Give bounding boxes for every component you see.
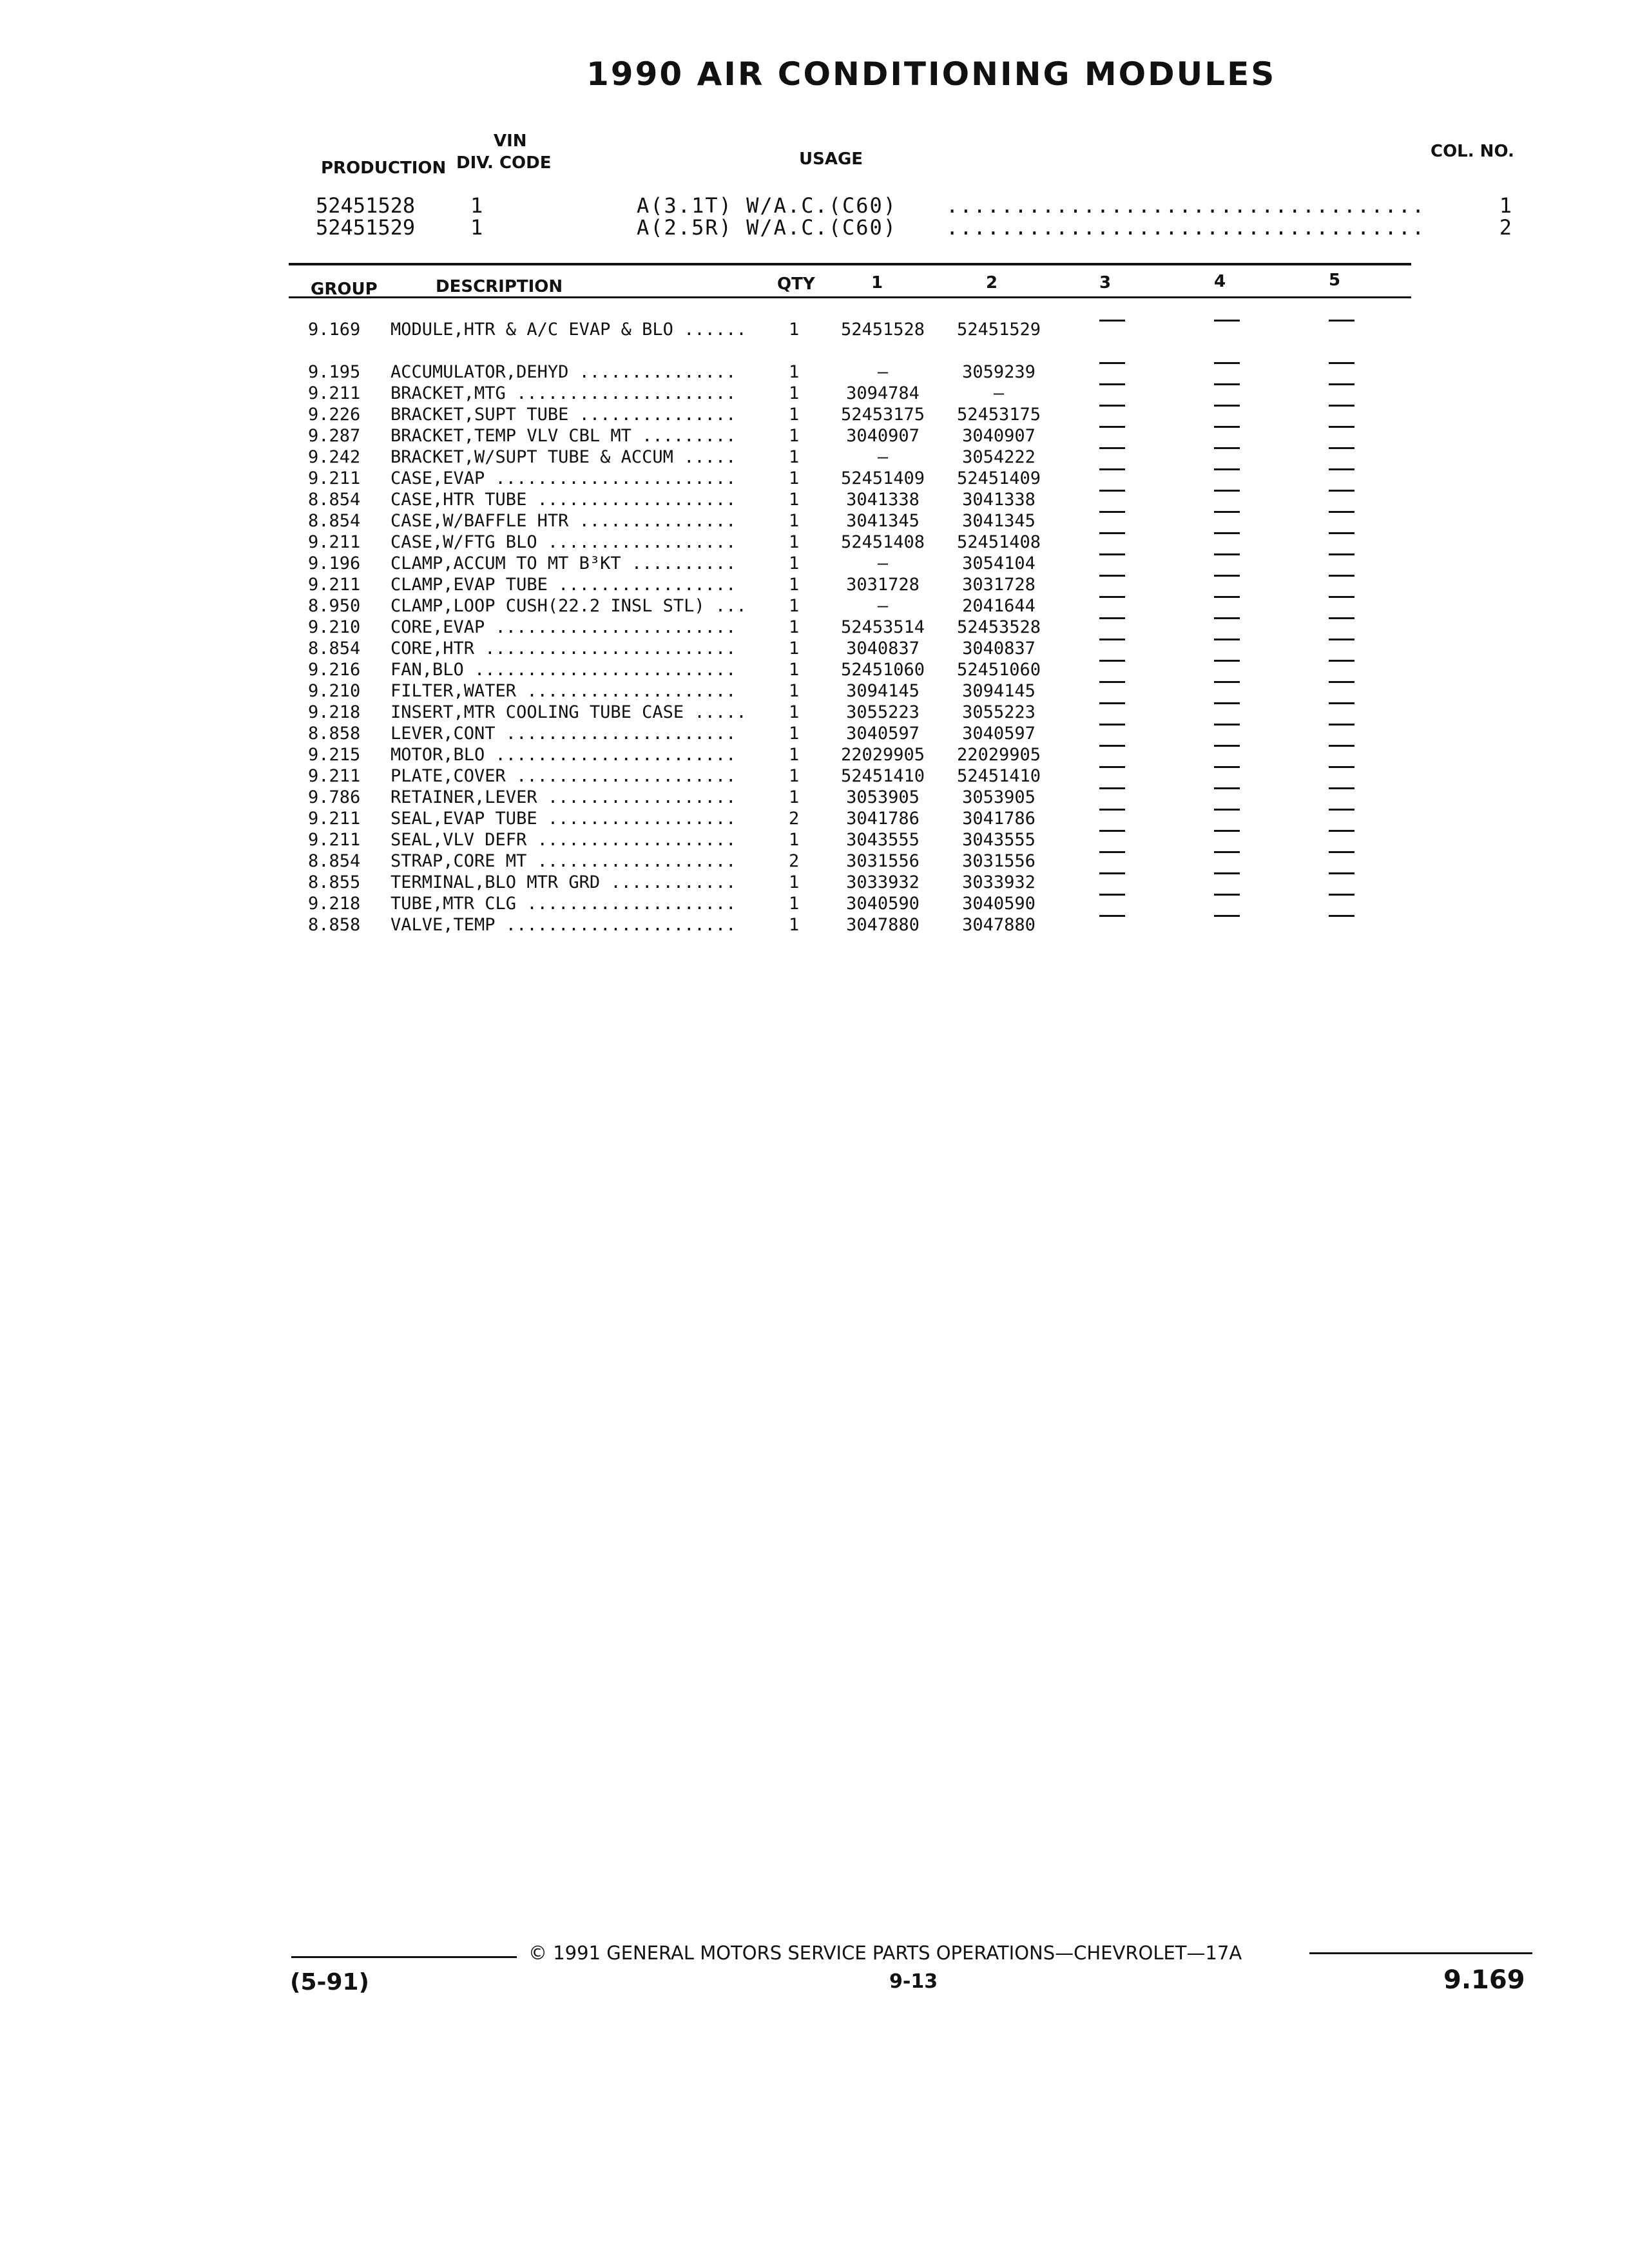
not-applicable-dash-col-4 bbox=[1214, 426, 1240, 428]
group-number: 9.210 bbox=[308, 681, 361, 701]
group-number: 9.287 bbox=[308, 426, 361, 446]
group-number: 9.226 bbox=[308, 405, 361, 425]
part-number-col-1: 3055223 bbox=[846, 702, 920, 722]
not-applicable-dash-col-3 bbox=[1099, 787, 1125, 789]
col-2-header: 2 bbox=[986, 273, 998, 293]
not-applicable-dash-col-5 bbox=[1329, 894, 1354, 896]
part-description: BRACKET,MTG ..................... bbox=[390, 383, 737, 403]
group-number: 9.218 bbox=[308, 702, 361, 722]
not-applicable-dash-col-5 bbox=[1329, 851, 1354, 853]
table-row bbox=[0, 894, 1629, 914]
table-row bbox=[0, 872, 1629, 893]
table-row bbox=[0, 511, 1629, 532]
quantity: 1 bbox=[789, 468, 800, 488]
not-applicable-dash-col-5 bbox=[1329, 724, 1354, 726]
part-number-col-1: 3047880 bbox=[846, 915, 920, 935]
part-number-col-2: 3043555 bbox=[962, 830, 1036, 850]
table-row bbox=[0, 320, 1629, 340]
not-applicable-dash-col-5 bbox=[1329, 617, 1354, 619]
col-number: 2 bbox=[1499, 215, 1512, 240]
footer-copyright: © 1991 GENERAL MOTORS SERVICE PARTS OPERATIONS—CHEVROLET—17A bbox=[528, 1942, 1242, 1964]
quantity: 1 bbox=[789, 766, 800, 786]
group-number: 9.786 bbox=[308, 787, 361, 807]
part-number-col-1: — bbox=[877, 447, 889, 467]
usage-text: A(2.5R) W/A.C.(C60) bbox=[637, 215, 898, 240]
vin-label: VIN bbox=[494, 131, 527, 151]
group-number: 8.854 bbox=[308, 511, 361, 531]
not-applicable-dash-col-5 bbox=[1329, 660, 1354, 662]
not-applicable-dash-col-5 bbox=[1329, 553, 1354, 555]
group-number: 8.854 bbox=[308, 490, 361, 510]
not-applicable-dash-col-4 bbox=[1214, 915, 1240, 917]
table-header-rule bbox=[289, 296, 1411, 298]
not-applicable-dash-col-3 bbox=[1099, 639, 1125, 640]
part-number-col-1: 3041345 bbox=[846, 511, 920, 531]
group-number: 9.215 bbox=[308, 745, 361, 765]
table-row bbox=[0, 405, 1629, 425]
part-description: STRAP,CORE MT ................... bbox=[390, 851, 737, 871]
part-number-col-1: 52451408 bbox=[840, 532, 925, 552]
not-applicable-dash-col-5 bbox=[1329, 426, 1354, 428]
part-number-col-2: 3041786 bbox=[962, 809, 1036, 829]
part-number-col-1: 3040597 bbox=[846, 724, 920, 744]
part-number-col-1: 3094145 bbox=[846, 681, 920, 701]
not-applicable-dash-col-3 bbox=[1099, 809, 1125, 811]
part-number-col-2: 3054104 bbox=[962, 553, 1036, 573]
not-applicable-dash-col-4 bbox=[1214, 511, 1240, 513]
part-description: MOTOR,BLO ....................... bbox=[390, 745, 737, 765]
not-applicable-dash-col-5 bbox=[1329, 787, 1354, 789]
col-no-header: COL. NO. bbox=[1431, 142, 1514, 161]
quantity: 2 bbox=[789, 851, 800, 871]
not-applicable-dash-col-3 bbox=[1099, 660, 1125, 662]
part-description: MODULE,HTR & A/C EVAP & BLO ...... bbox=[390, 320, 747, 340]
leader-dots: ................................... bbox=[946, 215, 1426, 240]
not-applicable-dash-col-4 bbox=[1214, 724, 1240, 726]
not-applicable-dash-col-5 bbox=[1329, 575, 1354, 577]
col-number: 1 bbox=[1499, 193, 1512, 218]
part-number-col-2: — bbox=[993, 383, 1005, 403]
table-row bbox=[0, 532, 1629, 553]
part-number-col-2: 3094145 bbox=[962, 681, 1036, 701]
not-applicable-dash-col-5 bbox=[1329, 383, 1354, 385]
footer-rule-right bbox=[1309, 1952, 1532, 1954]
part-description: TUBE,MTR CLG .................... bbox=[390, 894, 737, 914]
not-applicable-dash-col-4 bbox=[1214, 596, 1240, 598]
part-description: BRACKET,SUPT TUBE ............... bbox=[390, 405, 737, 425]
part-description: CASE,HTR TUBE ................... bbox=[390, 490, 737, 510]
table-row bbox=[0, 575, 1629, 595]
group-number: 9.211 bbox=[308, 830, 361, 850]
footer-rule-left bbox=[291, 1956, 517, 1958]
not-applicable-dash-col-4 bbox=[1214, 553, 1240, 555]
part-number-col-2: 3054222 bbox=[962, 447, 1036, 467]
not-applicable-dash-col-5 bbox=[1329, 362, 1354, 364]
quantity: 1 bbox=[789, 894, 800, 914]
part-description: INSERT,MTR COOLING TUBE CASE ..... bbox=[390, 702, 747, 722]
group-number: 8.950 bbox=[308, 596, 361, 616]
page-title: 1990 AIR CONDITIONING MODULES bbox=[586, 55, 1277, 93]
part-description: CORE,EVAP ....................... bbox=[390, 617, 737, 637]
quantity: 1 bbox=[789, 724, 800, 744]
group-number: 9.216 bbox=[308, 660, 361, 680]
part-number-col-1: 22029905 bbox=[840, 745, 925, 765]
not-applicable-dash-col-5 bbox=[1329, 405, 1354, 407]
group-number: 9.211 bbox=[308, 468, 361, 488]
table-row bbox=[0, 426, 1629, 447]
part-number-col-1: 52451060 bbox=[840, 660, 925, 680]
group-number: 9.211 bbox=[308, 532, 361, 552]
col-4-header: 4 bbox=[1214, 272, 1226, 291]
not-applicable-dash-col-3 bbox=[1099, 766, 1125, 768]
group-number: 9.210 bbox=[308, 617, 361, 637]
part-description: CASE,W/BAFFLE HTR ............... bbox=[390, 511, 737, 531]
table-row bbox=[0, 745, 1629, 765]
group-number: 8.858 bbox=[308, 915, 361, 935]
part-description: CLAMP,ACCUM TO MT B³KT .......... bbox=[390, 553, 737, 573]
quantity: 1 bbox=[789, 702, 800, 722]
part-description: PLATE,COVER ..................... bbox=[390, 766, 737, 786]
not-applicable-dash-col-3 bbox=[1099, 872, 1125, 874]
part-number-col-1: 3094784 bbox=[846, 383, 920, 403]
part-description: VALVE,TEMP ...................... bbox=[390, 915, 737, 935]
table-top-rule bbox=[289, 263, 1411, 265]
not-applicable-dash-col-4 bbox=[1214, 575, 1240, 577]
quantity: 1 bbox=[789, 915, 800, 935]
not-applicable-dash-col-4 bbox=[1214, 362, 1240, 364]
qty-header: QTY bbox=[777, 274, 815, 294]
part-description: TERMINAL,BLO MTR GRD ............ bbox=[390, 872, 737, 892]
not-applicable-dash-col-4 bbox=[1214, 617, 1240, 619]
group-header: GROUP bbox=[311, 280, 378, 299]
not-applicable-dash-col-5 bbox=[1329, 702, 1354, 704]
part-number-col-1: — bbox=[877, 596, 889, 616]
not-applicable-dash-col-4 bbox=[1214, 490, 1240, 492]
quantity: 1 bbox=[789, 617, 800, 637]
quantity: 1 bbox=[789, 511, 800, 531]
part-number-col-1: 52451410 bbox=[840, 766, 925, 786]
not-applicable-dash-col-5 bbox=[1329, 809, 1354, 811]
usage-header: USAGE bbox=[799, 149, 863, 169]
table-row bbox=[0, 681, 1629, 702]
part-number-col-1: — bbox=[877, 362, 889, 382]
group-number: 9.196 bbox=[308, 553, 361, 573]
not-applicable-dash-col-4 bbox=[1214, 405, 1240, 407]
not-applicable-dash-col-3 bbox=[1099, 468, 1125, 470]
table-row bbox=[0, 702, 1629, 723]
quantity: 1 bbox=[789, 383, 800, 403]
part-number-col-1: 3031556 bbox=[846, 851, 920, 871]
table-row bbox=[0, 383, 1629, 404]
not-applicable-dash-col-5 bbox=[1329, 596, 1354, 598]
not-applicable-dash-col-4 bbox=[1214, 447, 1240, 449]
not-applicable-dash-col-5 bbox=[1329, 745, 1354, 747]
part-number-col-2: 3059239 bbox=[962, 362, 1036, 382]
table-row bbox=[0, 553, 1629, 574]
footer-date: (5-91) bbox=[290, 1969, 369, 1995]
group-number: 9.169 bbox=[308, 320, 361, 340]
not-applicable-dash-col-4 bbox=[1214, 468, 1240, 470]
part-number-col-2: 52451409 bbox=[956, 468, 1041, 488]
not-applicable-dash-col-4 bbox=[1214, 787, 1240, 789]
part-number-col-2: 3040907 bbox=[962, 426, 1036, 446]
quantity: 1 bbox=[789, 405, 800, 425]
table-row bbox=[0, 362, 1629, 383]
quantity: 1 bbox=[789, 575, 800, 595]
usage-text: A(3.1T) W/A.C.(C60) bbox=[637, 193, 898, 218]
not-applicable-dash-col-3 bbox=[1099, 702, 1125, 704]
part-number-col-1: 3043555 bbox=[846, 830, 920, 850]
not-applicable-dash-col-3 bbox=[1099, 447, 1125, 449]
production-code: 52451528 bbox=[316, 193, 416, 218]
table-row bbox=[0, 617, 1629, 638]
part-number-col-2: 3040597 bbox=[962, 724, 1036, 744]
part-description: CASE,W/FTG BLO .................. bbox=[390, 532, 737, 552]
part-number-col-2: 2041644 bbox=[962, 596, 1036, 616]
production-header: PRODUCTION bbox=[321, 159, 447, 178]
div-code-label bbox=[456, 152, 566, 174]
code-label: CODE bbox=[499, 153, 552, 173]
not-applicable-dash-col-5 bbox=[1329, 766, 1354, 768]
not-applicable-dash-col-4 bbox=[1214, 702, 1240, 704]
not-applicable-dash-col-4 bbox=[1214, 745, 1240, 747]
table-row bbox=[0, 851, 1629, 872]
not-applicable-dash-col-3 bbox=[1099, 617, 1125, 619]
group-number: 9.242 bbox=[308, 447, 361, 467]
table-row bbox=[0, 809, 1629, 829]
quantity: 1 bbox=[789, 362, 800, 382]
not-applicable-dash-col-3 bbox=[1099, 383, 1125, 385]
part-number-col-1: 3031728 bbox=[846, 575, 920, 595]
not-applicable-dash-col-3 bbox=[1099, 575, 1125, 577]
part-description: RETAINER,LEVER .................. bbox=[390, 787, 737, 807]
part-description: FAN,BLO ......................... bbox=[390, 660, 737, 680]
quantity: 1 bbox=[789, 872, 800, 892]
quantity: 1 bbox=[789, 830, 800, 850]
part-number-col-2: 3055223 bbox=[962, 702, 1036, 722]
group-number: 9.195 bbox=[308, 362, 361, 382]
quantity: 1 bbox=[789, 532, 800, 552]
leader-dots: ................................... bbox=[946, 193, 1426, 218]
quantity: 1 bbox=[789, 639, 800, 658]
quantity: 1 bbox=[789, 681, 800, 701]
part-number-col-2: 3040590 bbox=[962, 894, 1036, 914]
table-row bbox=[0, 447, 1629, 468]
part-number-col-1: 52453175 bbox=[840, 405, 925, 425]
not-applicable-dash-col-3 bbox=[1099, 362, 1125, 364]
group-number: 9.211 bbox=[308, 766, 361, 786]
group-number: 9.218 bbox=[308, 894, 361, 914]
group-number: 8.855 bbox=[308, 872, 361, 892]
part-description: CASE,EVAP ....................... bbox=[390, 468, 737, 488]
not-applicable-dash-col-3 bbox=[1099, 745, 1125, 747]
vin-div-code-header bbox=[456, 130, 566, 174]
not-applicable-dash-col-5 bbox=[1329, 468, 1354, 470]
not-applicable-dash-col-4 bbox=[1214, 851, 1240, 853]
part-number-col-2: 3041338 bbox=[962, 490, 1036, 510]
table-row bbox=[0, 724, 1629, 744]
not-applicable-dash-col-3 bbox=[1099, 830, 1125, 832]
production-code: 52451529 bbox=[316, 215, 416, 240]
not-applicable-dash-col-4 bbox=[1214, 660, 1240, 662]
table-row bbox=[0, 830, 1629, 850]
part-number-col-2: 52451060 bbox=[956, 660, 1041, 680]
part-description: CORE,HTR ........................ bbox=[390, 639, 737, 658]
col-5-header: 5 bbox=[1329, 271, 1341, 290]
not-applicable-dash-col-5 bbox=[1329, 447, 1354, 449]
description-header: DESCRIPTION bbox=[436, 277, 563, 296]
not-applicable-dash-col-4 bbox=[1214, 320, 1240, 322]
group-number: 9.211 bbox=[308, 575, 361, 595]
part-number-col-2: 22029905 bbox=[956, 745, 1041, 765]
not-applicable-dash-col-4 bbox=[1214, 383, 1240, 385]
not-applicable-dash-col-5 bbox=[1329, 639, 1354, 640]
quantity: 1 bbox=[789, 553, 800, 573]
quantity: 1 bbox=[789, 596, 800, 616]
part-number-col-1: 52451528 bbox=[840, 320, 925, 340]
production-row bbox=[316, 215, 1527, 238]
not-applicable-dash-col-3 bbox=[1099, 724, 1125, 726]
table-row bbox=[0, 766, 1629, 787]
part-number-col-1: 3040837 bbox=[846, 639, 920, 658]
col-1-header: 1 bbox=[871, 273, 883, 293]
part-number-col-2: 52451529 bbox=[956, 320, 1041, 340]
div-code: 1 bbox=[470, 193, 483, 218]
not-applicable-dash-col-4 bbox=[1214, 872, 1240, 874]
quantity: 2 bbox=[789, 809, 800, 829]
quantity: 1 bbox=[789, 490, 800, 510]
table-row bbox=[0, 639, 1629, 659]
part-number-col-2: 52451408 bbox=[956, 532, 1041, 552]
part-number-col-1: — bbox=[877, 553, 889, 573]
not-applicable-dash-col-3 bbox=[1099, 915, 1125, 917]
not-applicable-dash-col-4 bbox=[1214, 681, 1240, 683]
part-number-col-1: 52453514 bbox=[840, 617, 925, 637]
not-applicable-dash-col-4 bbox=[1214, 766, 1240, 768]
table-row bbox=[0, 660, 1629, 680]
part-number-col-1: 52451409 bbox=[840, 468, 925, 488]
part-number-col-2: 3053905 bbox=[962, 787, 1036, 807]
not-applicable-dash-col-5 bbox=[1329, 511, 1354, 513]
group-number: 8.854 bbox=[308, 639, 361, 658]
not-applicable-dash-col-3 bbox=[1099, 426, 1125, 428]
not-applicable-dash-col-3 bbox=[1099, 532, 1125, 534]
not-applicable-dash-col-5 bbox=[1329, 681, 1354, 683]
table-row bbox=[0, 596, 1629, 617]
part-number-col-2: 52453528 bbox=[956, 617, 1041, 637]
not-applicable-dash-col-5 bbox=[1329, 490, 1354, 492]
quantity: 1 bbox=[789, 447, 800, 467]
part-number-col-2: 3047880 bbox=[962, 915, 1036, 935]
part-number-col-2: 52451410 bbox=[956, 766, 1041, 786]
part-number-col-2: 3033932 bbox=[962, 872, 1036, 892]
not-applicable-dash-col-4 bbox=[1214, 809, 1240, 811]
group-number: 8.858 bbox=[308, 724, 361, 744]
part-description: BRACKET,W/SUPT TUBE & ACCUM ..... bbox=[390, 447, 737, 467]
production-row bbox=[316, 193, 1527, 216]
part-description: ACCUMULATOR,DEHYD ............... bbox=[390, 362, 737, 382]
not-applicable-dash-col-5 bbox=[1329, 320, 1354, 322]
div-code: 1 bbox=[470, 215, 483, 240]
not-applicable-dash-col-5 bbox=[1329, 915, 1354, 917]
footer-page-number: 9-13 bbox=[889, 1970, 938, 1993]
not-applicable-dash-col-4 bbox=[1214, 830, 1240, 832]
group-number: 9.211 bbox=[308, 809, 361, 829]
part-description: CLAMP,EVAP TUBE ................. bbox=[390, 575, 737, 595]
group-number: 8.854 bbox=[308, 851, 361, 871]
part-number-col-1: 3041786 bbox=[846, 809, 920, 829]
not-applicable-dash-col-3 bbox=[1099, 596, 1125, 598]
part-number-col-2: 3041345 bbox=[962, 511, 1036, 531]
part-number-col-2: 3040837 bbox=[962, 639, 1036, 658]
part-description: BRACKET,TEMP VLV CBL MT ......... bbox=[390, 426, 737, 446]
not-applicable-dash-col-4 bbox=[1214, 532, 1240, 534]
part-number-col-1: 3040907 bbox=[846, 426, 920, 446]
not-applicable-dash-col-5 bbox=[1329, 830, 1354, 832]
not-applicable-dash-col-4 bbox=[1214, 894, 1240, 896]
part-number-col-1: 3053905 bbox=[846, 787, 920, 807]
not-applicable-dash-col-3 bbox=[1099, 681, 1125, 683]
quantity: 1 bbox=[789, 660, 800, 680]
part-number-col-2: 52453175 bbox=[956, 405, 1041, 425]
div-label: DIV. bbox=[456, 153, 494, 173]
col-3-header: 3 bbox=[1099, 273, 1112, 293]
table-row bbox=[0, 468, 1629, 489]
table-row bbox=[0, 915, 1629, 936]
not-applicable-dash-col-3 bbox=[1099, 553, 1125, 555]
part-number-col-1: 3040590 bbox=[846, 894, 920, 914]
footer-section-number: 9.169 bbox=[1443, 1965, 1525, 1995]
not-applicable-dash-col-3 bbox=[1099, 320, 1125, 322]
part-description: CLAMP,LOOP CUSH(22.2 INSL STL) ... bbox=[390, 596, 747, 616]
not-applicable-dash-col-4 bbox=[1214, 639, 1240, 640]
part-number-col-2: 3031556 bbox=[962, 851, 1036, 871]
part-description: FILTER,WATER .................... bbox=[390, 681, 737, 701]
quantity: 1 bbox=[789, 426, 800, 446]
quantity: 1 bbox=[789, 787, 800, 807]
quantity: 1 bbox=[789, 320, 800, 340]
not-applicable-dash-col-3 bbox=[1099, 894, 1125, 896]
not-applicable-dash-col-5 bbox=[1329, 872, 1354, 874]
part-number-col-2: 3031728 bbox=[962, 575, 1036, 595]
not-applicable-dash-col-3 bbox=[1099, 851, 1125, 853]
part-description: LEVER,CONT ...................... bbox=[390, 724, 737, 744]
quantity: 1 bbox=[789, 745, 800, 765]
not-applicable-dash-col-3 bbox=[1099, 511, 1125, 513]
part-description: SEAL,EVAP TUBE .................. bbox=[390, 809, 737, 829]
not-applicable-dash-col-3 bbox=[1099, 405, 1125, 407]
not-applicable-dash-col-5 bbox=[1329, 532, 1354, 534]
part-number-col-1: 3041338 bbox=[846, 490, 920, 510]
part-number-col-1: 3033932 bbox=[846, 872, 920, 892]
table-row bbox=[0, 787, 1629, 808]
not-applicable-dash-col-3 bbox=[1099, 490, 1125, 492]
part-description: SEAL,VLV DEFR ................... bbox=[390, 830, 737, 850]
table-row bbox=[0, 490, 1629, 510]
group-number: 9.211 bbox=[308, 383, 361, 403]
